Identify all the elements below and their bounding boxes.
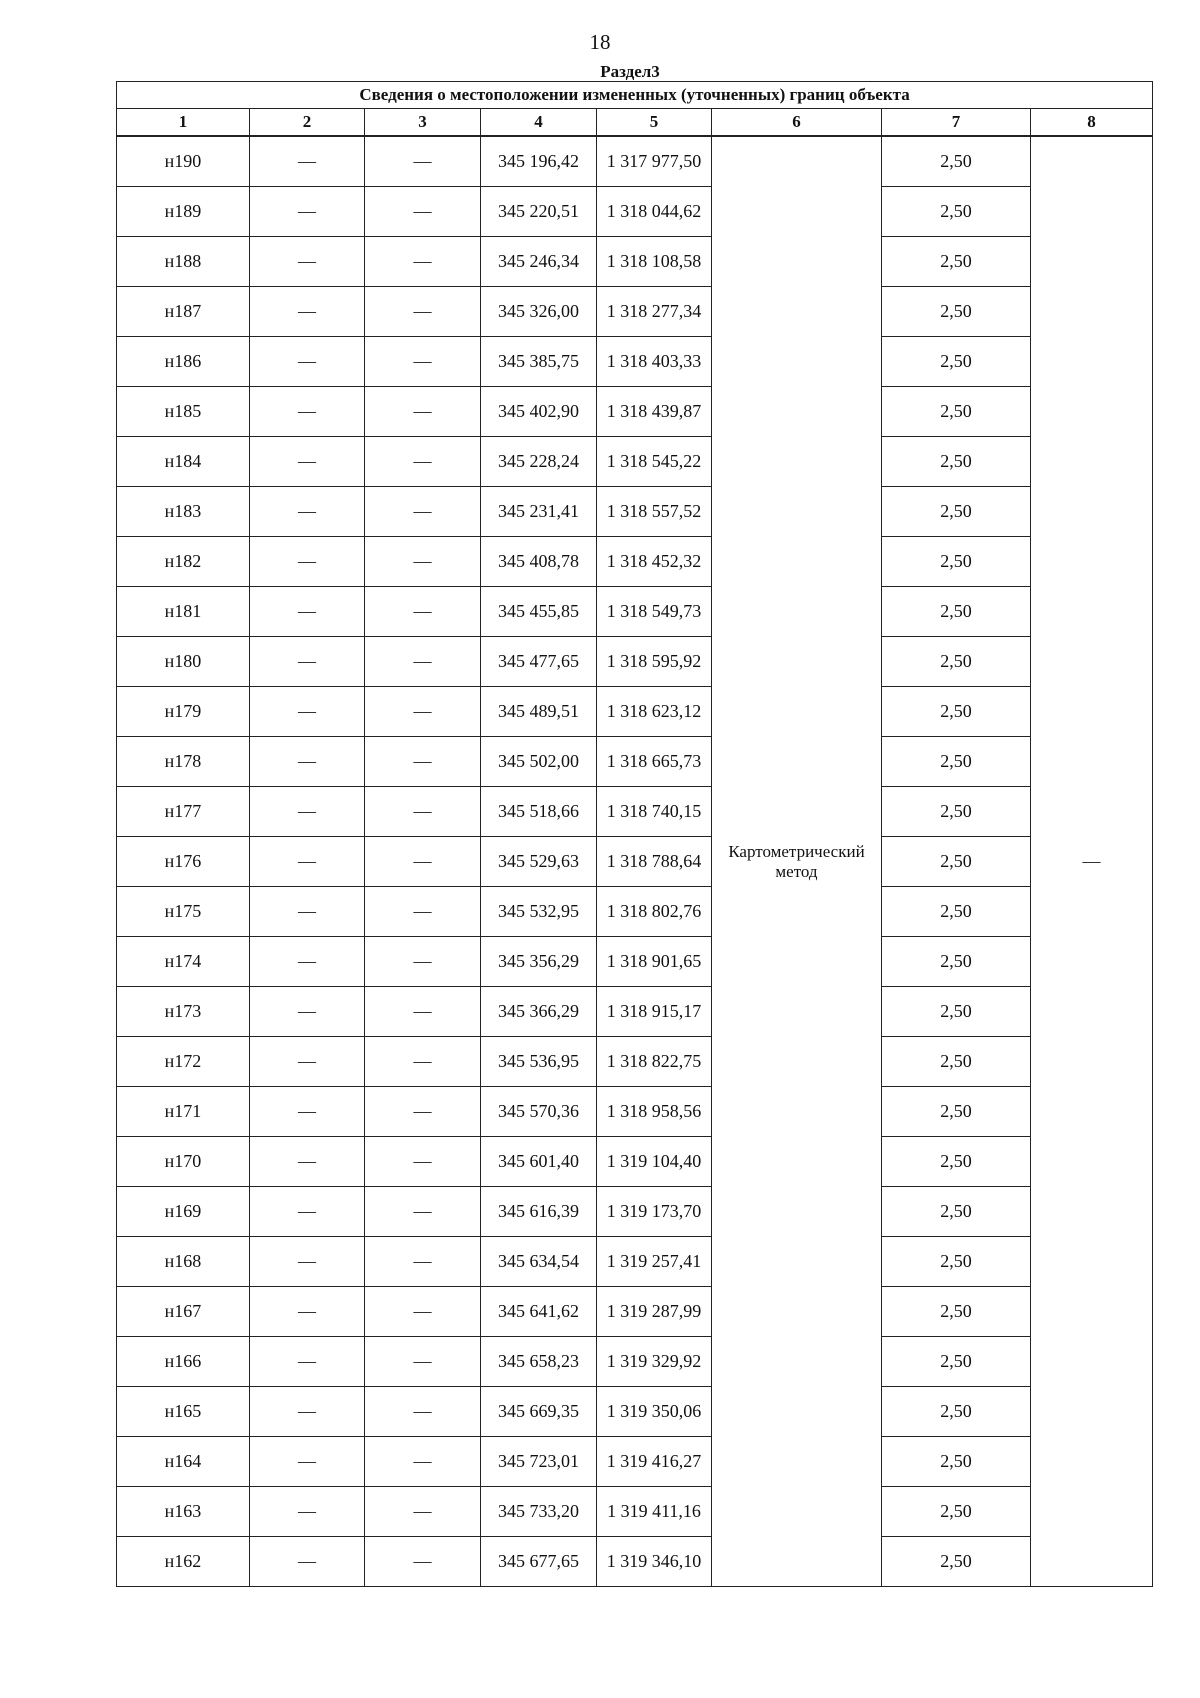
column-3-cell: —: [365, 787, 481, 837]
precision-cell: 2,50: [882, 387, 1031, 437]
point-number-cell: н165: [117, 1387, 250, 1437]
column-3-cell: —: [365, 887, 481, 937]
point-number-cell: н186: [117, 337, 250, 387]
y-coordinate-cell: 1 319 416,27: [597, 1437, 712, 1487]
y-coordinate-cell: 1 317 977,50: [597, 136, 712, 187]
x-coordinate-cell: 345 220,51: [481, 187, 597, 237]
x-coordinate-cell: 345 196,42: [481, 136, 597, 187]
column-2-cell: —: [250, 987, 365, 1037]
y-coordinate-cell: 1 318 740,15: [597, 787, 712, 837]
x-coordinate-cell: 345 502,00: [481, 737, 597, 787]
column-3-cell: —: [365, 687, 481, 737]
y-coordinate-cell: 1 318 044,62: [597, 187, 712, 237]
precision-cell: 2,50: [882, 337, 1031, 387]
column-2-cell: —: [250, 1037, 365, 1087]
table-row: [117, 1137, 1153, 1187]
precision-cell: 2,50: [882, 487, 1031, 537]
x-coordinate-cell: 345 231,41: [481, 487, 597, 537]
column-8-cell: —: [1031, 136, 1153, 1587]
table-body: [117, 136, 1153, 1587]
column-2-cell: —: [250, 737, 365, 787]
table-row: [117, 1537, 1153, 1587]
point-number-cell: н163: [117, 1487, 250, 1537]
x-coordinate-cell: 345 455,85: [481, 587, 597, 637]
column-3-cell: —: [365, 1137, 481, 1187]
column-3-cell: —: [365, 637, 481, 687]
point-number-cell: н162: [117, 1537, 250, 1587]
column-3-cell: —: [365, 837, 481, 887]
table-row: [117, 237, 1153, 287]
column-2-cell: —: [250, 937, 365, 987]
column-3-cell: —: [365, 1287, 481, 1337]
column-2-cell: —: [250, 387, 365, 437]
precision-cell: 2,50: [882, 1287, 1031, 1337]
x-coordinate-cell: 345 634,54: [481, 1237, 597, 1287]
x-coordinate-cell: 345 408,78: [481, 537, 597, 587]
column-2-cell: —: [250, 1187, 365, 1237]
precision-cell: 2,50: [882, 537, 1031, 587]
x-coordinate-cell: 345 723,01: [481, 1437, 597, 1487]
table-row: [117, 1187, 1153, 1237]
column-3-cell: —: [365, 587, 481, 637]
precision-cell: 2,50: [882, 136, 1031, 187]
boundary-table-container: [116, 81, 1152, 1587]
column-2-cell: —: [250, 1287, 365, 1337]
table-row: [117, 1487, 1153, 1537]
precision-cell: 2,50: [882, 637, 1031, 687]
x-coordinate-cell: 345 228,24: [481, 437, 597, 487]
y-coordinate-cell: 1 318 822,75: [597, 1037, 712, 1087]
column-2-cell: —: [250, 337, 365, 387]
y-coordinate-cell: 1 318 545,22: [597, 437, 712, 487]
column-number-6: 6: [712, 109, 882, 137]
x-coordinate-cell: 345 570,36: [481, 1087, 597, 1137]
precision-cell: 2,50: [882, 287, 1031, 337]
y-coordinate-cell: 1 318 802,76: [597, 887, 712, 937]
y-coordinate-cell: 1 319 287,99: [597, 1287, 712, 1337]
x-coordinate-cell: 345 356,29: [481, 937, 597, 987]
point-number-cell: н175: [117, 887, 250, 937]
y-coordinate-cell: 1 319 346,10: [597, 1537, 712, 1587]
column-2-cell: —: [250, 587, 365, 637]
x-coordinate-cell: 345 532,95: [481, 887, 597, 937]
column-3-cell: —: [365, 1337, 481, 1387]
y-coordinate-cell: 1 318 665,73: [597, 737, 712, 787]
table-row: [117, 1337, 1153, 1387]
column-number-4: 4: [481, 109, 597, 137]
column-2-cell: —: [250, 1087, 365, 1137]
precision-cell: 2,50: [882, 837, 1031, 887]
column-3-cell: —: [365, 437, 481, 487]
y-coordinate-cell: 1 318 595,92: [597, 637, 712, 687]
precision-cell: 2,50: [882, 1037, 1031, 1087]
y-coordinate-cell: 1 318 108,58: [597, 237, 712, 287]
column-3-cell: —: [365, 1037, 481, 1087]
y-coordinate-cell: 1 319 104,40: [597, 1137, 712, 1187]
point-number-cell: н168: [117, 1237, 250, 1287]
x-coordinate-cell: 345 385,75: [481, 337, 597, 387]
x-coordinate-cell: 345 477,65: [481, 637, 597, 687]
column-3-cell: —: [365, 1237, 481, 1287]
precision-cell: 2,50: [882, 187, 1031, 237]
point-number-cell: н172: [117, 1037, 250, 1087]
table-row: [117, 136, 1153, 187]
y-coordinate-cell: 1 318 439,87: [597, 387, 712, 437]
precision-cell: 2,50: [882, 1087, 1031, 1137]
x-coordinate-cell: 345 658,23: [481, 1337, 597, 1387]
column-2-cell: —: [250, 637, 365, 687]
column-3-cell: —: [365, 937, 481, 987]
y-coordinate-cell: 1 318 788,64: [597, 837, 712, 887]
point-number-cell: н170: [117, 1137, 250, 1187]
table-row: [117, 637, 1153, 687]
precision-cell: 2,50: [882, 1537, 1031, 1587]
point-number-cell: н178: [117, 737, 250, 787]
column-number-2: 2: [250, 109, 365, 137]
point-number-cell: н184: [117, 437, 250, 487]
table-row: [117, 487, 1153, 537]
point-number-cell: н176: [117, 837, 250, 887]
precision-cell: 2,50: [882, 237, 1031, 287]
column-number-row: [117, 109, 1153, 137]
x-coordinate-cell: 345 489,51: [481, 687, 597, 737]
precision-cell: 2,50: [882, 737, 1031, 787]
precision-cell: 2,50: [882, 887, 1031, 937]
column-2-cell: —: [250, 437, 365, 487]
column-3-cell: —: [365, 737, 481, 787]
column-3-cell: —: [365, 1187, 481, 1237]
column-number-1: 1: [117, 109, 250, 137]
x-coordinate-cell: 345 616,39: [481, 1187, 597, 1237]
column-3-cell: —: [365, 136, 481, 187]
x-coordinate-cell: 345 536,95: [481, 1037, 597, 1087]
table-row: [117, 587, 1153, 637]
y-coordinate-cell: 1 318 452,32: [597, 537, 712, 587]
precision-cell: 2,50: [882, 1437, 1031, 1487]
column-3-cell: —: [365, 1437, 481, 1487]
x-coordinate-cell: 345 326,00: [481, 287, 597, 337]
point-number-cell: н174: [117, 937, 250, 987]
table-row: [117, 1087, 1153, 1137]
precision-cell: 2,50: [882, 1487, 1031, 1537]
page-number: 18: [589, 30, 611, 54]
precision-cell: 2,50: [882, 987, 1031, 1037]
precision-cell: 2,50: [882, 1137, 1031, 1187]
y-coordinate-cell: 1 319 173,70: [597, 1187, 712, 1237]
precision-cell: 2,50: [882, 1337, 1031, 1387]
table-row: [117, 987, 1153, 1037]
column-2-cell: —: [250, 1537, 365, 1587]
y-coordinate-cell: 1 319 329,92: [597, 1337, 712, 1387]
column-number-5: 5: [597, 109, 712, 137]
point-number-cell: н171: [117, 1087, 250, 1137]
x-coordinate-cell: 345 529,63: [481, 837, 597, 887]
column-3-cell: —: [365, 1387, 481, 1437]
x-coordinate-cell: 345 669,35: [481, 1387, 597, 1437]
column-2-cell: —: [250, 237, 365, 287]
column-3-cell: —: [365, 187, 481, 237]
column-2-cell: —: [250, 887, 365, 937]
table-row: [117, 287, 1153, 337]
precision-cell: 2,50: [882, 437, 1031, 487]
column-2-cell: —: [250, 136, 365, 187]
table-row: [117, 437, 1153, 487]
point-number-cell: н187: [117, 287, 250, 337]
point-number-cell: н164: [117, 1437, 250, 1487]
method-cell: [712, 136, 882, 1587]
y-coordinate-cell: 1 318 549,73: [597, 587, 712, 637]
x-coordinate-cell: 345 366,29: [481, 987, 597, 1037]
boundary-coordinates-table: [116, 81, 1153, 1587]
column-3-cell: —: [365, 287, 481, 337]
point-number-cell: н166: [117, 1337, 250, 1387]
y-coordinate-cell: 1 319 350,06: [597, 1387, 712, 1437]
table-row: [117, 1237, 1153, 1287]
column-2-cell: —: [250, 1337, 365, 1387]
column-number-8: 8: [1031, 109, 1153, 137]
point-number-cell: н169: [117, 1187, 250, 1237]
column-3-cell: —: [365, 387, 481, 437]
point-number-cell: н188: [117, 237, 250, 287]
y-coordinate-cell: 1 319 411,16: [597, 1487, 712, 1537]
precision-cell: 2,50: [882, 1187, 1031, 1237]
column-2-cell: —: [250, 687, 365, 737]
table-row: [117, 1037, 1153, 1087]
point-number-cell: н180: [117, 637, 250, 687]
column-2-cell: —: [250, 837, 365, 887]
column-2-cell: —: [250, 487, 365, 537]
column-2-cell: —: [250, 1487, 365, 1537]
table-row: [117, 887, 1153, 937]
column-3-cell: —: [365, 1087, 481, 1137]
precision-cell: 2,50: [882, 1237, 1031, 1287]
precision-cell: 2,50: [882, 937, 1031, 987]
point-number-cell: н185: [117, 387, 250, 437]
column-3-cell: —: [365, 1487, 481, 1537]
method-label-line1: Картометрический: [728, 841, 865, 861]
y-coordinate-cell: 1 318 958,56: [597, 1087, 712, 1137]
point-number-cell: н189: [117, 187, 250, 237]
column-2-cell: —: [250, 1137, 365, 1187]
x-coordinate-cell: 345 518,66: [481, 787, 597, 837]
precision-cell: 2,50: [882, 687, 1031, 737]
point-number-cell: н183: [117, 487, 250, 537]
column-3-cell: —: [365, 237, 481, 287]
table-row: [117, 787, 1153, 837]
x-coordinate-cell: 345 677,65: [481, 1537, 597, 1587]
column-2-cell: —: [250, 1437, 365, 1487]
method-label-line2: метод: [775, 861, 818, 881]
column-3-cell: —: [365, 537, 481, 587]
table-row: [117, 1437, 1153, 1487]
point-number-cell: н179: [117, 687, 250, 737]
column-3-cell: —: [365, 337, 481, 387]
table-row: [117, 1287, 1153, 1337]
table-row: [117, 337, 1153, 387]
column-number-3: 3: [365, 109, 481, 137]
column-3-cell: —: [365, 1537, 481, 1587]
point-number-cell: н181: [117, 587, 250, 637]
point-number-cell: н190: [117, 136, 250, 187]
y-coordinate-cell: 1 318 403,33: [597, 337, 712, 387]
column-3-cell: —: [365, 487, 481, 537]
section-title: Раздел3: [600, 62, 660, 81]
x-coordinate-cell: 345 641,62: [481, 1287, 597, 1337]
table-row: [117, 1387, 1153, 1437]
x-coordinate-cell: 345 733,20: [481, 1487, 597, 1537]
column-number-7: 7: [882, 109, 1031, 137]
point-number-cell: н173: [117, 987, 250, 1037]
x-coordinate-cell: 345 246,34: [481, 237, 597, 287]
column-2-cell: —: [250, 537, 365, 587]
y-coordinate-cell: 1 318 915,17: [597, 987, 712, 1037]
table-row: [117, 187, 1153, 237]
table-row: [117, 537, 1153, 587]
y-coordinate-cell: 1 318 901,65: [597, 937, 712, 987]
y-coordinate-cell: 1 318 557,52: [597, 487, 712, 537]
precision-cell: 2,50: [882, 587, 1031, 637]
table-row: [117, 387, 1153, 437]
table-row: [117, 687, 1153, 737]
table-row: [117, 837, 1153, 887]
x-coordinate-cell: 345 402,90: [481, 387, 597, 437]
column-3-cell: —: [365, 987, 481, 1037]
table-caption: Сведения о местоположении измененных (уточненных) границ объекта: [117, 82, 1153, 109]
column-2-cell: —: [250, 1387, 365, 1437]
column-2-cell: —: [250, 287, 365, 337]
precision-cell: 2,50: [882, 787, 1031, 837]
y-coordinate-cell: 1 318 277,34: [597, 287, 712, 337]
y-coordinate-cell: 1 318 623,12: [597, 687, 712, 737]
table-row: [117, 737, 1153, 787]
point-number-cell: н167: [117, 1287, 250, 1337]
y-coordinate-cell: 1 319 257,41: [597, 1237, 712, 1287]
column-2-cell: —: [250, 787, 365, 837]
point-number-cell: н177: [117, 787, 250, 837]
column-2-cell: —: [250, 187, 365, 237]
table-row: [117, 937, 1153, 987]
x-coordinate-cell: 345 601,40: [481, 1137, 597, 1187]
column-2-cell: —: [250, 1237, 365, 1287]
point-number-cell: н182: [117, 537, 250, 587]
precision-cell: 2,50: [882, 1387, 1031, 1437]
